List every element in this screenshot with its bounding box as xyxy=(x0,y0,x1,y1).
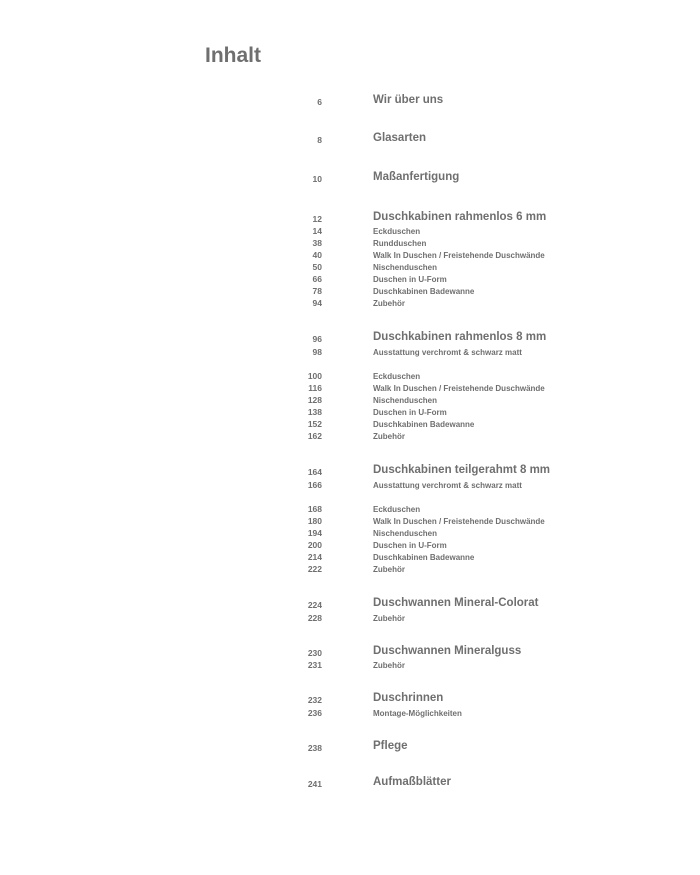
toc-subsection-entry[interactable] xyxy=(0,347,700,361)
toc-entry-label: Maßanfertigung xyxy=(373,171,460,183)
toc-section-entry[interactable] xyxy=(0,740,700,754)
toc-page-number: 194 xyxy=(307,528,322,538)
toc-page-number: 94 xyxy=(312,298,322,308)
toc-page-number: 200 xyxy=(307,540,322,550)
toc-entry-label: Eckduschen xyxy=(373,505,421,514)
toc-entry-label: Walk In Duschen / Freistehende Duschwände xyxy=(373,517,545,526)
toc-section-entry[interactable] xyxy=(0,211,700,225)
toc-page-number: 230 xyxy=(307,648,322,658)
toc-page-number: 236 xyxy=(307,708,322,718)
toc-page-number: 78 xyxy=(312,286,322,296)
toc-page-number: 164 xyxy=(307,467,322,477)
toc-entry-label: Wir über uns xyxy=(373,94,444,106)
toc-entry-label: Glasarten xyxy=(373,132,427,144)
toc-subsection-entry[interactable] xyxy=(0,660,700,674)
toc-subsection-entry[interactable] xyxy=(0,708,700,722)
toc-page-number: 98 xyxy=(312,347,322,357)
toc-page-number: 168 xyxy=(307,504,322,514)
toc-page-number: 8 xyxy=(317,135,322,145)
toc-entry-label: Duschkabinen Badewanne xyxy=(373,420,475,429)
toc-entry-label: Duschwannen Mineral-Colorat xyxy=(373,597,539,609)
toc-entry-label: Duschkabinen teilgerahmt 8 mm xyxy=(373,464,551,476)
toc-entry-label: Ausstattung verchromt & schwarz matt xyxy=(373,348,522,357)
toc-entry-label: Walk In Duschen / Freistehende Duschwände xyxy=(373,384,545,393)
toc-section-entry[interactable] xyxy=(0,464,700,478)
toc-entry-label: Duschrinnen xyxy=(373,692,444,704)
toc-page-number: 14 xyxy=(312,226,322,236)
toc-entry-label: Zubehör xyxy=(373,299,405,308)
toc-entry-label: Eckduschen xyxy=(373,227,421,236)
toc-subsection-entry[interactable] xyxy=(0,480,700,494)
toc-entry-label: Walk In Duschen / Freistehende Duschwände xyxy=(373,251,545,260)
toc-page-number: 231 xyxy=(307,660,322,670)
toc-entry-label: Nischenduschen xyxy=(373,396,438,405)
toc-entry-label: Zubehör xyxy=(373,661,405,670)
toc-entry-label: Aufmaßblätter xyxy=(373,776,451,788)
toc-entry-label: Nischenduschen xyxy=(373,529,438,538)
toc-page-number: 100 xyxy=(307,371,322,381)
toc-page-number: 50 xyxy=(312,262,322,272)
toc-page-number: 12 xyxy=(312,214,322,224)
toc-section-entry[interactable] xyxy=(0,645,700,659)
toc-section-entry[interactable] xyxy=(0,597,700,611)
toc-section-entry[interactable] xyxy=(0,776,700,790)
toc-page-number: 10 xyxy=(312,174,322,184)
toc-section-entry[interactable] xyxy=(0,171,700,185)
toc-section-entry[interactable] xyxy=(0,692,700,706)
page-title: Inhalt xyxy=(205,44,261,67)
toc-subsection-entry[interactable] xyxy=(0,613,700,627)
toc-page-number: 238 xyxy=(307,743,322,753)
toc-entry-label: Pflege xyxy=(373,740,408,752)
toc-page-number: 96 xyxy=(312,334,322,344)
toc-section-entry[interactable] xyxy=(0,132,700,146)
toc-entry-label: Zubehör xyxy=(373,565,405,574)
toc-entry-label: Eckduschen xyxy=(373,372,421,381)
toc-page-number: 241 xyxy=(307,779,322,789)
toc-entry-label: Duschkabinen Badewanne xyxy=(373,553,475,562)
toc-page-number: 222 xyxy=(307,564,322,574)
toc-page-number: 128 xyxy=(307,395,322,405)
toc-entry-label: Duschen in U-Form xyxy=(373,275,447,284)
toc-subsection-entry[interactable] xyxy=(0,298,700,312)
toc-subsection-entry[interactable] xyxy=(0,564,700,578)
toc-page-number: 180 xyxy=(307,516,322,526)
toc-entry-label: Montage-Möglichkeiten xyxy=(373,709,462,718)
toc-entry-label: Duschen in U-Form xyxy=(373,408,447,417)
toc-entry-label: Duschen in U-Form xyxy=(373,541,447,550)
toc-entry-label: Duschwannen Mineralguss xyxy=(373,645,522,657)
toc-entry-label: Duschkabinen rahmenlos 6 mm xyxy=(373,211,547,223)
toc-page-number: 232 xyxy=(307,695,322,705)
toc-section-entry[interactable] xyxy=(0,94,700,108)
toc-page-number: 214 xyxy=(307,552,322,562)
toc-page-number: 40 xyxy=(312,250,322,260)
toc-entry-label: Duschkabinen Badewanne xyxy=(373,287,475,296)
toc-page-number: 166 xyxy=(307,480,322,490)
toc-page-number: 152 xyxy=(307,419,322,429)
toc-page-number: 162 xyxy=(307,431,322,441)
toc-page-number: 38 xyxy=(312,238,322,248)
toc-page-number: 228 xyxy=(307,613,322,623)
toc-page-number: 224 xyxy=(307,600,322,610)
toc-section-entry[interactable] xyxy=(0,331,700,345)
toc-entry-label: Zubehör xyxy=(373,432,405,441)
toc-entry-label: Duschkabinen rahmenlos 8 mm xyxy=(373,331,547,343)
toc-subsection-entry[interactable] xyxy=(0,431,700,445)
toc-entry-label: Rundduschen xyxy=(373,239,427,248)
toc-page-number: 138 xyxy=(307,407,322,417)
toc-page-number: 6 xyxy=(317,97,322,107)
toc-entry-label: Zubehör xyxy=(373,614,405,623)
toc-page-number: 66 xyxy=(312,274,322,284)
toc-entry-label: Ausstattung verchromt & schwarz matt xyxy=(373,481,522,490)
toc-entry-label: Nischenduschen xyxy=(373,263,438,272)
toc-page-number: 116 xyxy=(308,383,322,393)
